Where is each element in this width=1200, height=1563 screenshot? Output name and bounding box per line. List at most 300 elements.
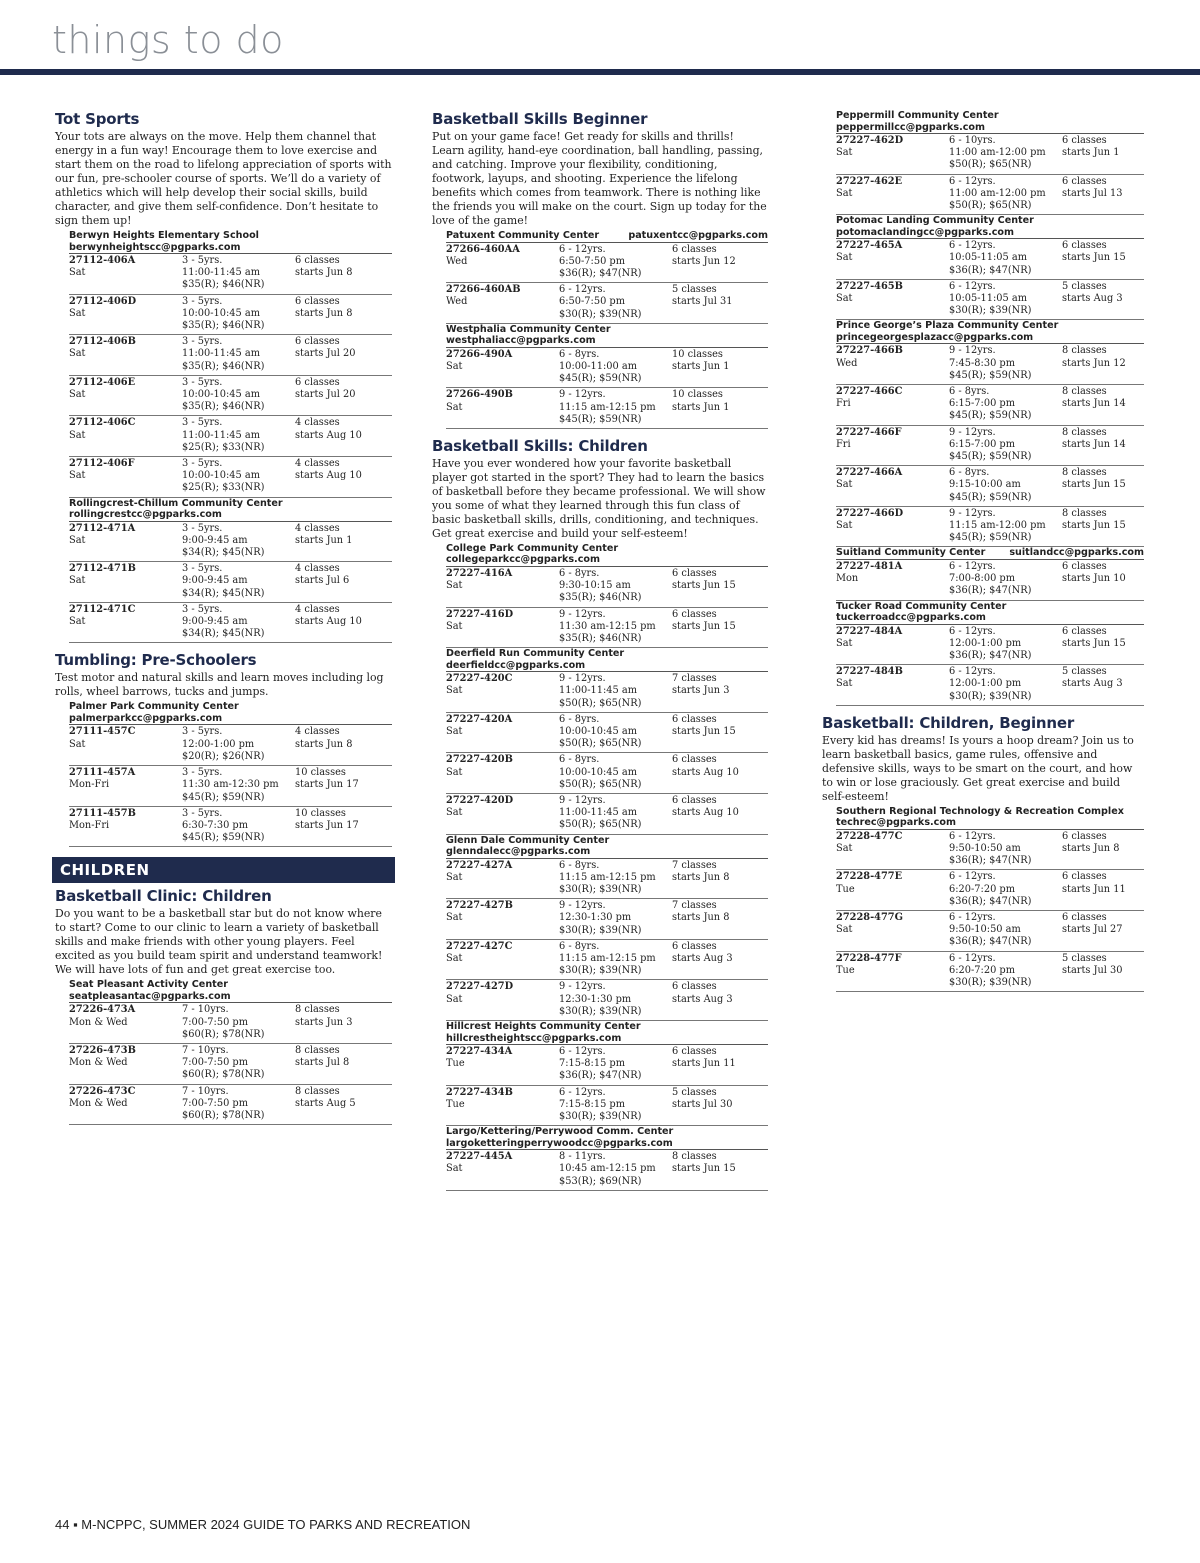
empty-cell <box>446 779 559 791</box>
class-time: 7:45-8:30 pm <box>949 357 1015 369</box>
class-count: 4 classes <box>295 417 340 429</box>
class-start: starts Aug 3 <box>672 993 733 1005</box>
class-age: 6 - 12yrs. <box>949 240 996 252</box>
class-row <box>446 608 768 649</box>
class-time: 10:05-11:05 am <box>949 252 1028 264</box>
class-time: 11:00-11:45 am <box>182 429 261 441</box>
class-code: 27111-457C <box>69 726 136 738</box>
center-name: Largo/Kettering/Perrywood Comm. Center <box>446 1126 674 1138</box>
center-email[interactable]: rollingcrestcc@pgparks.com <box>69 509 222 521</box>
class-start: starts Jun 8 <box>672 912 730 924</box>
class-age: 9 - 12yrs. <box>559 794 606 806</box>
empty-cell <box>836 532 949 544</box>
empty-cell <box>69 1029 182 1041</box>
empty-cell <box>295 279 392 291</box>
program-title: Basketball Clinic: Children <box>55 887 272 906</box>
class-age: 3 - 5yrs. <box>182 376 223 388</box>
class-age: 3 - 5yrs. <box>182 807 223 819</box>
class-count: 6 classes <box>672 713 717 725</box>
class-row <box>446 940 768 981</box>
empty-cell <box>1062 650 1144 662</box>
class-day: Sat <box>69 738 86 750</box>
empty-cell <box>295 361 392 373</box>
class-list <box>446 1044 768 1126</box>
class-row <box>69 562 392 603</box>
class-code: 27227-420A <box>446 713 513 725</box>
class-row <box>836 466 1144 507</box>
center-email[interactable]: deerfieldcc@pgparks.com <box>446 659 586 671</box>
center-header <box>836 215 1144 238</box>
class-age: 8 - 11yrs. <box>559 1151 606 1163</box>
class-start: starts Jun 11 <box>672 1058 736 1070</box>
class-row <box>836 830 1144 871</box>
class-count: 6 classes <box>672 243 717 255</box>
class-row <box>69 807 392 848</box>
class-day: Wed <box>446 255 468 267</box>
class-age: 6 - 12yrs. <box>949 952 996 964</box>
class-start: starts Jun 1 <box>672 360 730 372</box>
center-email[interactable]: palmerparkcc@pgparks.com <box>69 712 223 724</box>
class-time: 9:00-9:45 am <box>182 575 248 587</box>
class-start: starts Aug 10 <box>295 616 362 628</box>
class-day: Sat <box>446 620 463 632</box>
empty-cell <box>836 855 949 867</box>
class-code: 27227-481A <box>836 560 903 572</box>
class-code: 27111-457B <box>69 807 136 819</box>
program-section <box>55 651 392 847</box>
class-start: starts Jun 8 <box>295 738 353 750</box>
class-row <box>446 713 768 754</box>
center-email[interactable]: potomaclandingcc@pgparks.com <box>836 226 1015 238</box>
program-description: Your tots are always on the move. Help them channel that energy in a fun way! Encourage them to love exercise and start them on the road to lifelong appreciation of sports with our fun, pre-schooler course of sports. We’ll do a variety of athletics which will help develop their social skills, build character, and give them self-confidence. Don’t hesitate to sign them up! <box>55 130 392 227</box>
class-code: 27266-490B <box>446 389 513 401</box>
class-row <box>446 243 768 284</box>
class-fee: $25(R); $33(NR) <box>182 441 265 453</box>
center-header <box>446 1126 768 1149</box>
class-fee: $34(R); $45(NR) <box>182 547 265 559</box>
class-code: 27227-466D <box>836 507 904 519</box>
class-list <box>446 671 768 834</box>
class-age: 3 - 5yrs. <box>182 417 223 429</box>
center-name: Potomac Landing Community Center <box>836 215 1034 227</box>
class-time: 6:50-7:50 pm <box>559 296 625 308</box>
empty-cell <box>295 482 392 494</box>
class-day: Mon-Fri <box>69 819 110 831</box>
class-row <box>446 753 768 794</box>
class-start: starts Jul 27 <box>1062 924 1123 936</box>
center-email[interactable]: westphaliacc@pgparks.com <box>446 335 596 347</box>
class-row <box>446 1086 768 1127</box>
empty-cell <box>836 650 949 662</box>
empty-cell <box>672 373 768 385</box>
class-count: 6 classes <box>1062 912 1107 924</box>
class-age: 3 - 5yrs. <box>182 336 223 348</box>
class-day: Sat <box>446 685 463 697</box>
class-age: 9 - 12yrs. <box>559 900 606 912</box>
class-count: 7 classes <box>672 673 717 685</box>
empty-cell <box>672 1111 768 1123</box>
class-row <box>446 567 768 608</box>
center-name: Suitland Community Center <box>836 547 986 559</box>
class-age: 3 - 5yrs. <box>182 522 223 534</box>
class-fee: $35(R); $46(NR) <box>182 360 265 372</box>
center-name: Hillcrest Heights Community Center <box>446 1021 641 1033</box>
class-code: 27227-427B <box>446 900 513 912</box>
class-start: starts Jun 10 <box>1062 573 1126 585</box>
class-list <box>836 559 1144 601</box>
class-code: 27228-477C <box>836 830 903 842</box>
center-email[interactable]: largoketteringperrywoodcc@pgparks.com <box>446 1137 673 1149</box>
class-start: starts Jun 15 <box>672 725 736 737</box>
class-count: 5 classes <box>672 284 717 296</box>
class-day: Sat <box>836 479 853 491</box>
class-time: 10:00-10:45 am <box>182 307 261 319</box>
class-time: 10:05-11:05 am <box>949 293 1028 305</box>
class-start: starts Jun 15 <box>672 1163 736 1175</box>
empty-cell <box>1062 492 1144 504</box>
class-start: starts Jun 1 <box>295 534 353 546</box>
class-start: starts Jun 12 <box>1062 357 1126 369</box>
center-header <box>446 230 768 242</box>
class-day: Sat <box>446 725 463 737</box>
class-age: 9 - 12yrs. <box>949 507 996 519</box>
empty-cell <box>69 361 182 373</box>
empty-cell <box>295 1069 392 1081</box>
class-day: Tue <box>446 1098 465 1110</box>
class-count: 6 classes <box>1062 135 1107 146</box>
class-row <box>69 522 392 563</box>
empty-cell <box>69 1069 182 1081</box>
class-fee: $36(R); $47(NR) <box>949 650 1032 661</box>
class-fee: $30(R); $39(NR) <box>559 884 642 895</box>
class-row <box>446 899 768 940</box>
class-code: 27227-466C <box>836 386 903 398</box>
class-start: starts Jun 12 <box>672 255 736 267</box>
center-name: Seat Pleasant Activity Center <box>69 979 228 991</box>
program-section <box>822 714 1144 992</box>
class-code: 27227-416A <box>446 567 513 579</box>
center-email[interactable]: collegeparkcc@pgparks.com <box>446 554 600 566</box>
center-name: Prince George’s Plaza Community Center <box>836 320 1059 332</box>
center-header <box>446 1021 768 1044</box>
class-fee: $30(R); $39(NR) <box>949 305 1032 317</box>
class-age: 6 - 8yrs. <box>559 859 600 871</box>
empty-cell <box>672 779 768 791</box>
class-fee: $35(R); $46(NR) <box>182 279 265 291</box>
class-row <box>446 388 768 429</box>
class-fee: $25(R); $33(NR) <box>182 482 265 494</box>
class-count: 6 classes <box>672 754 717 766</box>
empty-cell <box>295 792 392 804</box>
center-header <box>69 498 392 521</box>
empty-cell <box>446 1111 559 1123</box>
class-fee: $50(R); $65(NR) <box>559 697 642 709</box>
center-email[interactable]: seatpleasantac@pgparks.com <box>69 990 231 1002</box>
class-day: Mon & Wed <box>69 1016 128 1028</box>
program-title: Tot Sports <box>55 110 140 128</box>
class-day: Sat <box>69 534 86 546</box>
empty-cell <box>1062 691 1144 703</box>
center-header <box>446 324 768 347</box>
class-count: 4 classes <box>295 603 340 615</box>
center-header <box>836 601 1144 624</box>
center-email[interactable]: princegeorgesplazacc@pgparks.com <box>836 331 1034 343</box>
class-start: starts Jun 15 <box>1062 520 1126 532</box>
class-code: 27227-462D <box>836 135 904 146</box>
empty-cell <box>672 1176 768 1188</box>
center-name: Westphalia Community Center <box>446 323 611 335</box>
class-time: 6:20-7:20 pm <box>949 883 1015 895</box>
class-row <box>836 507 1144 548</box>
class-count: 6 classes <box>295 295 340 307</box>
program-title: Basketball: Children, Beginner <box>822 713 1075 732</box>
class-row <box>69 603 392 644</box>
class-count: 4 classes <box>295 458 340 470</box>
class-start: starts Jun 15 <box>1062 252 1126 264</box>
class-count: 8 classes <box>295 1004 340 1016</box>
class-code: 27226-473B <box>69 1044 136 1056</box>
empty-cell <box>69 751 182 763</box>
empty-cell <box>295 628 392 640</box>
class-row <box>836 426 1144 467</box>
class-time: 6:50-7:50 pm <box>559 255 625 267</box>
class-start: starts Jun 3 <box>295 1016 353 1028</box>
class-day: Sat <box>446 993 463 1005</box>
class-count: 8 classes <box>1062 507 1107 519</box>
class-fee: $50(R); $65(NR) <box>559 778 642 790</box>
class-count: 6 classes <box>672 981 717 993</box>
empty-cell <box>836 492 949 504</box>
class-row <box>446 672 768 713</box>
class-list <box>446 858 768 1021</box>
class-start: starts Jun 11 <box>1062 883 1126 895</box>
class-code: 27266-460AB <box>446 284 521 296</box>
class-time: 12:00-1:00 pm <box>949 678 1022 690</box>
class-age: 3 - 5yrs. <box>182 255 223 266</box>
center-email[interactable]: suitlandcc@pgparks.com <box>1009 547 1144 559</box>
empty-cell <box>1062 370 1144 382</box>
class-age: 6 - 12yrs. <box>559 243 606 255</box>
class-count: 6 classes <box>295 376 340 388</box>
class-code: 27227-427C <box>446 940 513 952</box>
class-day: Sat <box>69 429 86 441</box>
empty-cell <box>69 442 182 454</box>
empty-cell <box>1062 265 1144 277</box>
class-row <box>69 416 392 457</box>
class-count: 6 classes <box>1062 830 1107 842</box>
empty-cell <box>446 633 559 645</box>
center-email[interactable]: peppermillcc@pgparks.com <box>836 121 985 133</box>
section-banner: CHILDREN <box>52 857 395 883</box>
class-fee: $30(R); $39(NR) <box>949 977 1032 989</box>
class-row <box>69 335 392 376</box>
class-age: 6 - 12yrs. <box>559 1046 606 1058</box>
empty-cell <box>446 1176 559 1188</box>
class-fee: $36(R); $47(NR) <box>949 585 1032 597</box>
class-list <box>69 1002 392 1125</box>
class-age: 6 - 12yrs. <box>949 280 996 292</box>
class-day: Sat <box>446 807 463 819</box>
class-fee: $34(R); $45(NR) <box>182 587 265 599</box>
class-start: starts Aug 5 <box>295 1097 356 1109</box>
empty-cell <box>446 698 559 710</box>
center-header <box>836 320 1144 343</box>
center-email[interactable]: patuxentcc@pgparks.com <box>628 230 768 241</box>
class-row <box>446 794 768 835</box>
class-row <box>69 725 392 766</box>
class-count: 8 classes <box>672 1151 717 1163</box>
class-count: 4 classes <box>295 522 340 534</box>
class-row <box>69 295 392 336</box>
class-time: 6:15-7:00 pm <box>949 438 1015 450</box>
class-time: 6:15-7:00 pm <box>949 398 1015 410</box>
class-count: 8 classes <box>1062 467 1107 479</box>
class-fee: $35(R); $46(NR) <box>182 401 265 413</box>
empty-cell <box>69 320 182 332</box>
class-time: 10:00-11:00 am <box>559 360 638 372</box>
class-count: 8 classes <box>1062 426 1107 438</box>
class-fee: $34(R); $45(NR) <box>182 628 265 640</box>
center-email[interactable]: techrec@pgparks.com <box>836 817 956 829</box>
page-title: things to do <box>52 18 284 62</box>
center-email[interactable]: berwynheightscc@pgparks.com <box>69 241 241 253</box>
class-start: starts Jul 30 <box>1062 964 1123 976</box>
center-name: College Park Community Center <box>446 542 619 554</box>
center-header <box>69 979 392 1002</box>
empty-cell <box>672 738 768 750</box>
empty-cell <box>1062 305 1144 317</box>
class-code: 27112-471A <box>69 522 136 534</box>
class-start: starts Jun 15 <box>672 620 736 632</box>
class-start: starts Jul 31 <box>672 296 733 308</box>
empty-cell <box>1062 532 1144 544</box>
class-age: 9 - 12yrs. <box>559 673 606 685</box>
class-fee: $53(R); $69(NR) <box>559 1175 642 1187</box>
class-day: Sat <box>69 616 86 628</box>
class-code: 27112-406D <box>69 295 137 307</box>
class-age: 6 - 8yrs. <box>949 467 990 479</box>
class-code: 27227-427D <box>446 981 514 993</box>
empty-cell <box>672 633 768 645</box>
class-time: 12:30-1:30 pm <box>559 912 632 924</box>
page-header <box>0 0 1200 76</box>
program-title: Basketball Skills: Children <box>432 436 648 455</box>
class-start: starts Jun 8 <box>1062 843 1120 855</box>
class-day: Sat <box>836 147 853 159</box>
page-footer: 44 ▪ M-NCPPC, SUMMER 2024 GUIDE TO PARKS AND RECREATION <box>55 1517 471 1532</box>
class-row <box>69 376 392 417</box>
empty-cell <box>69 401 182 413</box>
program-description: Have you ever wondered how your favorite basketball player got started in the sport? They had to learn the basics of basketball before they became professional. We will show you some of what they learned through this fun class of basic basketball skills, drills, conditioning, and techniques. Get great exercise and build your self-esteem! <box>432 456 766 540</box>
class-code: 27227-420B <box>446 754 513 766</box>
program-description: Do you want to be a basketball star but do not know where to start? Come to our clinic to learn a variety of basketball skills and make friends with other young players. Feel excited as you build team spirit and understand teamwork! We will have lots of fun and get great exercise too. <box>55 907 383 977</box>
class-age: 3 - 5yrs. <box>182 295 223 307</box>
empty-cell <box>69 547 182 559</box>
empty-cell <box>69 628 182 640</box>
class-count: 8 classes <box>1062 386 1107 398</box>
class-code: 27112-471B <box>69 563 136 575</box>
class-day: Tue <box>836 883 855 895</box>
empty-cell <box>1062 585 1144 597</box>
class-day: Sat <box>69 575 86 587</box>
empty-cell <box>672 1070 768 1082</box>
empty-cell <box>836 585 949 597</box>
center-email[interactable]: hillcrestheightscc@pgparks.com <box>446 1032 622 1044</box>
class-fee: $50(R); $65(NR) <box>949 200 1032 212</box>
class-age: 9 - 12yrs. <box>949 426 996 438</box>
column-3 <box>822 110 1144 1000</box>
class-day: Wed <box>446 296 468 308</box>
empty-cell <box>672 819 768 831</box>
class-fee: $30(R); $39(NR) <box>559 308 642 320</box>
center-email[interactable]: glenndalecc@pgparks.com <box>446 846 591 858</box>
class-code: 27227-484B <box>836 666 903 678</box>
class-day: Sat <box>446 580 463 592</box>
empty-cell <box>446 1006 559 1018</box>
class-code: 27227-466F <box>836 426 902 438</box>
center-line <box>446 230 768 242</box>
class-time: 7:15-8:15 pm <box>559 1098 625 1110</box>
class-day: Sat <box>69 389 86 401</box>
program-description: Test motor and natural skills and learn moves including log rolls, wheel barrows, tucks and jumps. <box>55 671 384 699</box>
class-day: Sat <box>446 1163 463 1175</box>
class-start: starts Jun 17 <box>295 819 359 831</box>
column-2 <box>432 110 768 1199</box>
empty-cell <box>1062 410 1144 422</box>
class-time: 10:00-10:45 am <box>182 389 261 401</box>
empty-cell <box>672 925 768 937</box>
class-fee: $45(R); $59(NR) <box>182 791 265 803</box>
program-title: Tumbling: Pre-Schoolers <box>55 651 257 670</box>
empty-cell <box>295 320 392 332</box>
class-count: 6 classes <box>295 336 340 348</box>
class-start: starts Jun 8 <box>295 267 353 279</box>
class-time: 7:00-7:50 pm <box>182 1057 248 1069</box>
class-row <box>836 134 1144 175</box>
center-name: Rollingcrest-Chillum Community Center <box>69 497 283 509</box>
class-time: 7:15-8:15 pm <box>559 1058 625 1070</box>
class-time: 12:30-1:30 pm <box>559 993 632 1005</box>
class-row <box>836 560 1144 601</box>
class-list <box>446 566 768 648</box>
center-email[interactable]: tuckerroadcc@pgparks.com <box>836 612 986 624</box>
empty-cell <box>69 1110 182 1122</box>
class-time: 11:00-11:45 am <box>182 348 261 360</box>
class-row <box>69 1085 392 1126</box>
class-time: 11:30 am-12:15 pm <box>559 620 656 632</box>
class-list <box>836 133 1144 215</box>
class-time: 11:00-11:45 am <box>182 267 261 279</box>
class-day: Sat <box>69 470 86 482</box>
empty-cell <box>446 1070 559 1082</box>
program-section <box>432 437 768 1191</box>
class-fee: $20(R); $26(NR) <box>182 750 265 762</box>
class-day: Tue <box>836 964 855 976</box>
center-name: Palmer Park Community Center <box>69 701 239 713</box>
class-row <box>69 254 392 295</box>
class-code: 27111-457A <box>69 767 136 779</box>
class-code: 27227-462E <box>836 175 903 187</box>
class-age: 6 - 12yrs. <box>559 1086 606 1098</box>
class-day: Sat <box>836 520 853 532</box>
class-code: 27112-406E <box>69 376 136 388</box>
class-count: 5 classes <box>1062 280 1107 292</box>
class-row <box>836 870 1144 911</box>
class-fee: $45(R); $59(NR) <box>949 532 1032 544</box>
empty-cell <box>69 832 182 844</box>
class-row <box>836 385 1144 426</box>
class-code: 27227-466B <box>836 345 903 357</box>
